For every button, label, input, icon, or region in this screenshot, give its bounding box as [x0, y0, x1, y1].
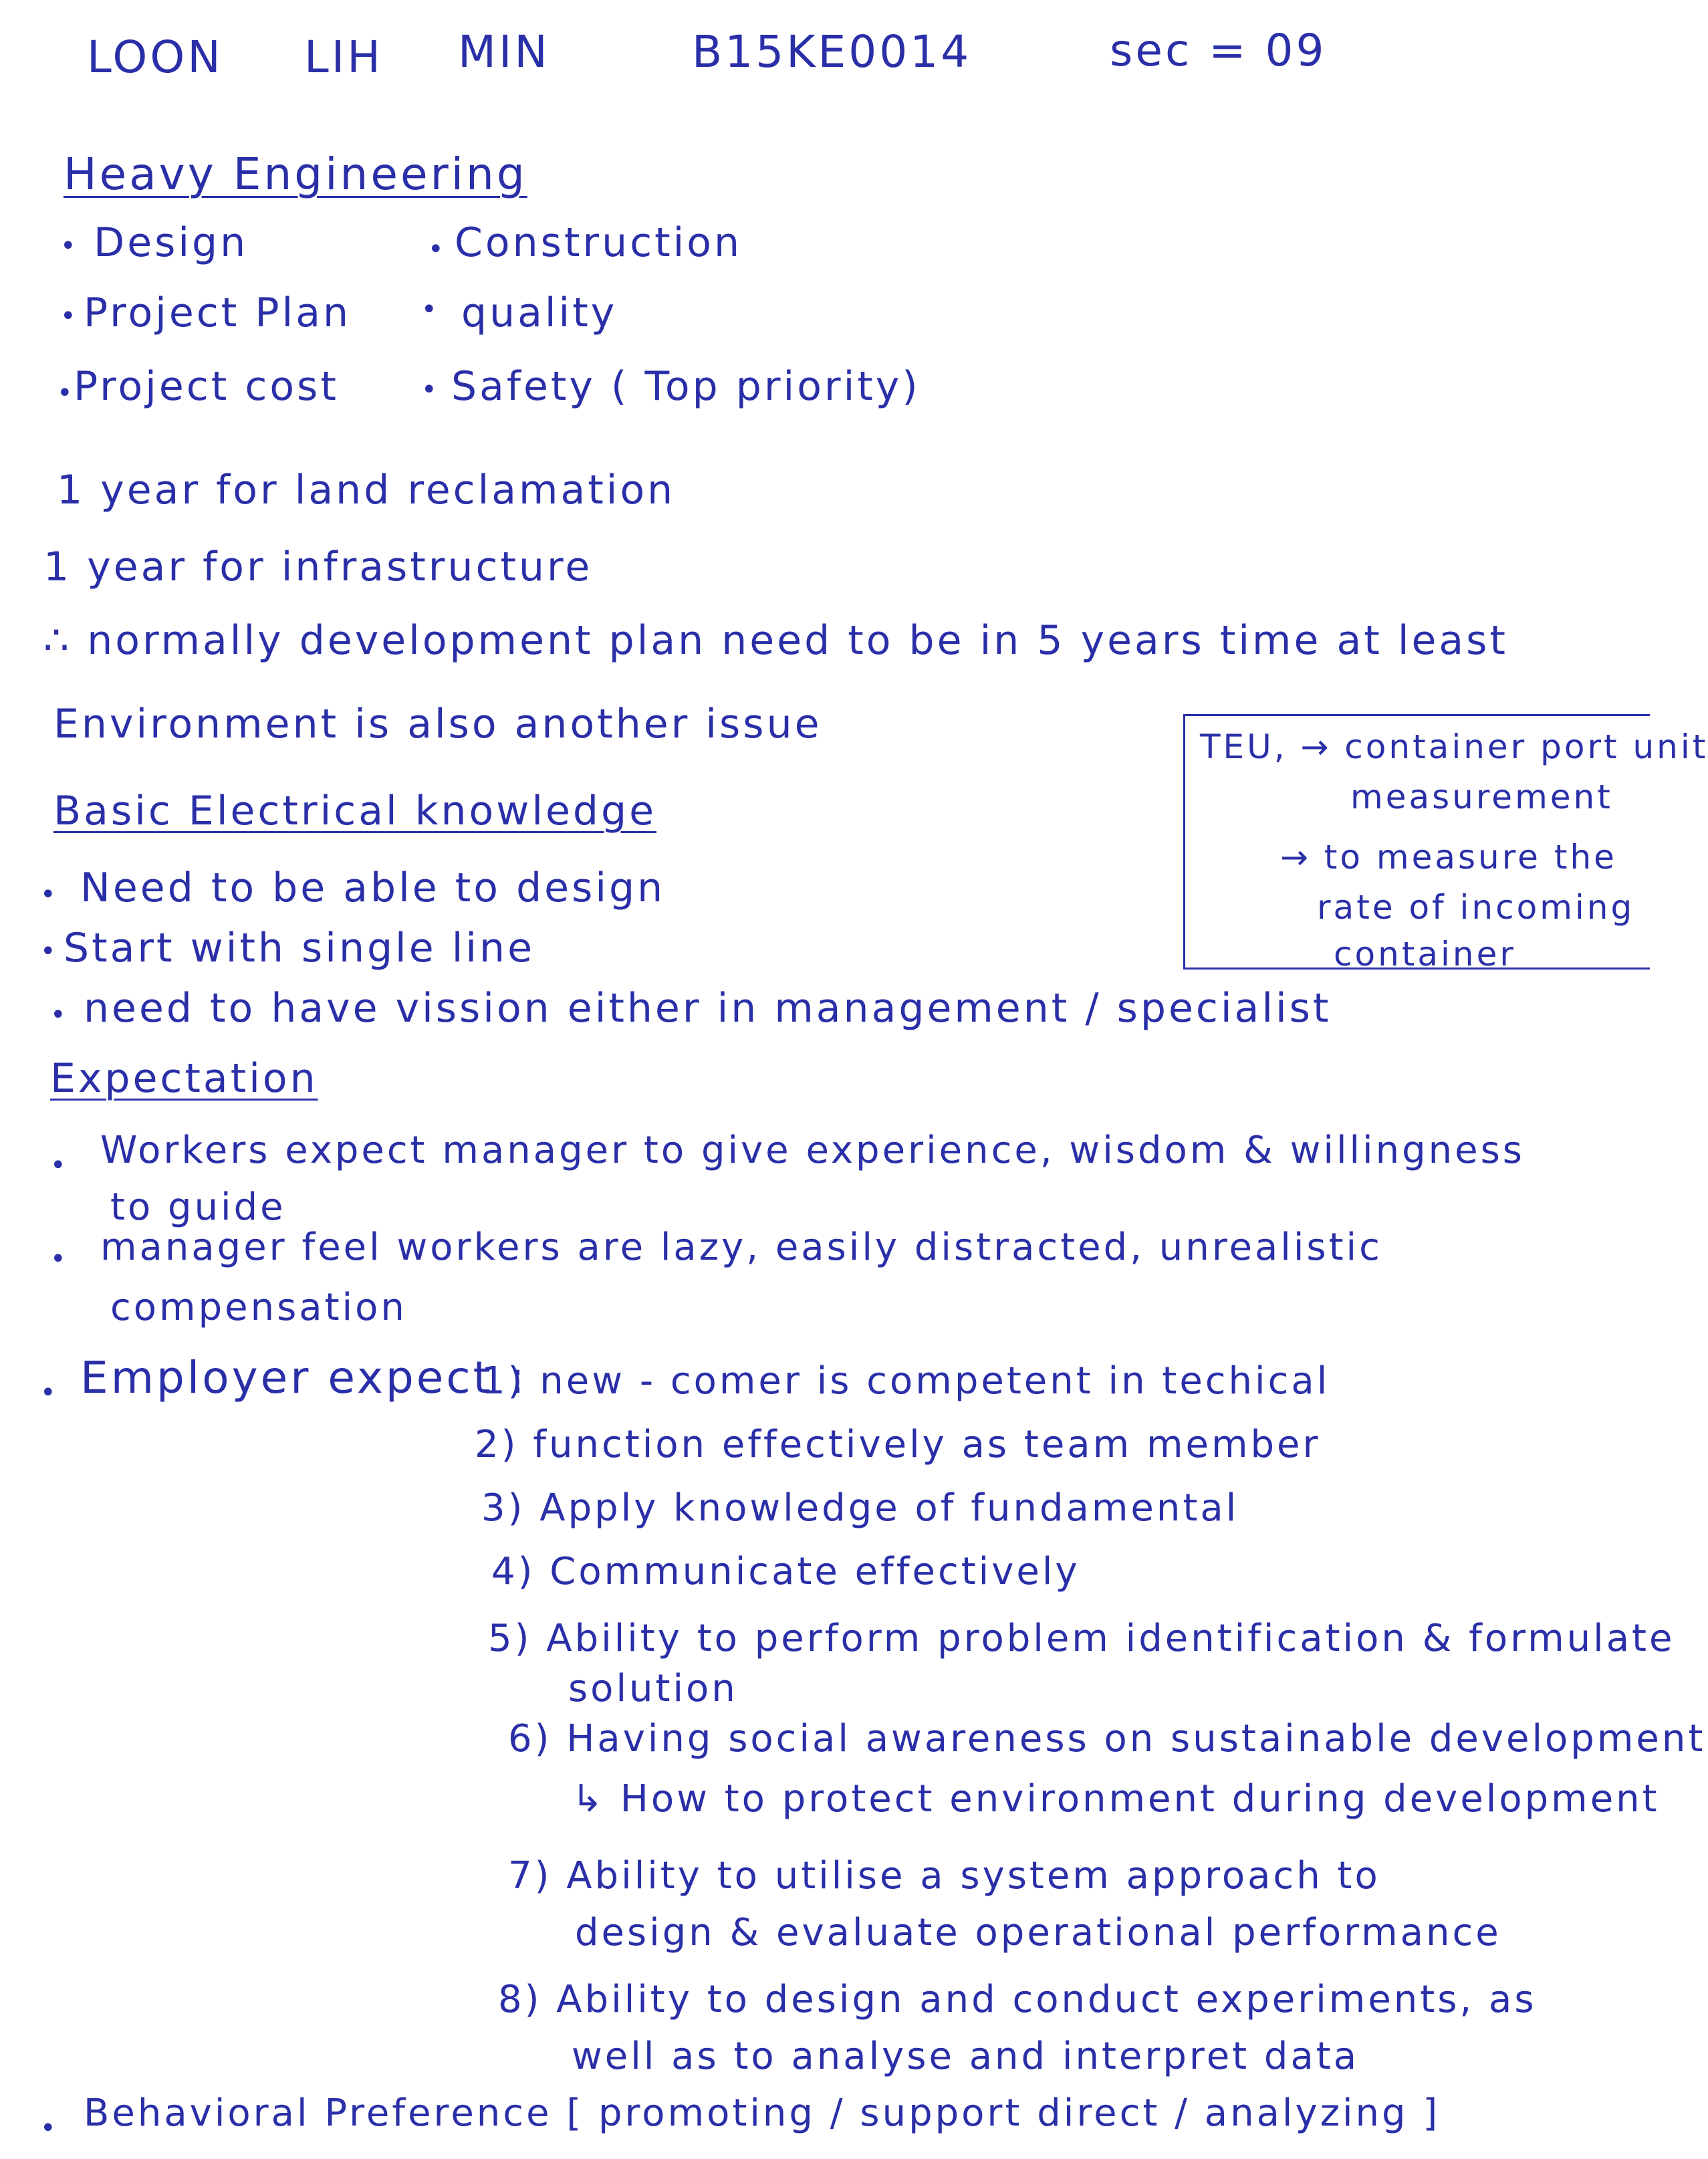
heavy-right-item-1: Construction	[455, 219, 743, 266]
heavy-left-item-1: Design	[94, 219, 249, 266]
teu-line-3: → to measure the	[1280, 838, 1617, 877]
expectation-item-1a: Workers expect manager to give experience, wisdom & willingness	[100, 1129, 1525, 1172]
bullet-icon: •	[40, 879, 56, 910]
timeline-line-3: ∴ normally development plan need to be in 5 years time at least	[43, 617, 1508, 664]
bullet-icon: •	[50, 1244, 66, 1274]
employer-item-3: 3) Apply knowledge of fundamental	[481, 1486, 1239, 1530]
bullet-icon: •	[40, 2113, 56, 2144]
bullet-icon: •	[40, 1377, 56, 1408]
heavy-engineering-title: Heavy Engineering	[64, 148, 527, 200]
bullet-icon: •	[57, 378, 73, 409]
employer-item-5-cont: solution	[568, 1667, 738, 1710]
header-section: sec = 09	[1110, 25, 1327, 76]
teu-line-5: container	[1334, 935, 1516, 974]
header-matric: B15KE0014	[692, 26, 972, 78]
bullet-icon: •	[421, 294, 437, 325]
bullet-icon: •	[60, 301, 76, 332]
expectation-item-2b: compensation	[110, 1286, 407, 1329]
teu-line-1: TEU, → container port unit	[1200, 727, 1708, 766]
heavy-left-item-2: Project Plan	[84, 290, 352, 336]
electrical-item-3: need to have vission either in management / specialist	[84, 985, 1332, 1032]
employer-item-8-cont: well as to analyse and interpret data	[572, 2035, 1360, 2078]
employer-expect-label: Employer expect :	[80, 1352, 527, 1403]
electrical-item-1: Need to be able to design	[80, 865, 666, 911]
expectation-item-1b: to guide	[110, 1185, 286, 1229]
bullet-icon: •	[40, 936, 56, 967]
timeline-line-1: 1 year for land reclamation	[57, 467, 676, 514]
teu-line-4: rate of incoming	[1317, 888, 1635, 927]
timeline-line-4: Environment is also another issue	[53, 701, 822, 748]
electrical-item-2: Start with single line	[64, 925, 535, 972]
timeline-line-2: 1 year for infrastructure	[43, 544, 593, 590]
header-surname: LOON	[87, 31, 223, 83]
employer-item-6: 6) Having social awareness on sustainable development	[508, 1717, 1706, 1760]
heavy-right-item-2: quality	[461, 290, 618, 336]
bullet-icon: •	[50, 1150, 66, 1181]
bullet-icon: •	[428, 234, 444, 265]
employer-item-8: 8) Ability to design and conduct experiments, as	[498, 1978, 1537, 2021]
heavy-right-item-3: Safety ( Top priority)	[451, 363, 921, 410]
employer-item-6-sub: ↳ How to protect environment during development	[572, 1777, 1660, 1821]
bullet-icon: •	[60, 231, 76, 261]
header-name-1: LIH	[304, 31, 383, 83]
employer-item-5: 5) Ability to perform problem identification & formulate	[488, 1617, 1675, 1660]
bullet-icon: •	[50, 1000, 66, 1030]
bullet-icon: •	[421, 374, 437, 405]
expectation-title: Expectation	[50, 1055, 318, 1102]
header-name-2: MIN	[458, 26, 550, 78]
electrical-title: Basic Electrical knowledge	[53, 788, 656, 834]
behavioral-preference: Behavioral Preference [ promoting / support direct / analyzing ]	[84, 2091, 1441, 2135]
employer-item-4: 4) Communicate effectively	[491, 1550, 1080, 1593]
employer-item-7-cont: design & evaluate operational performance	[575, 1911, 1501, 1954]
employer-item-2: 2) function effectively as team member	[475, 1423, 1321, 1466]
employer-item-7: 7) Ability to utilise a system approach to	[508, 1854, 1380, 1898]
expectation-item-2a: manager feel workers are lazy, easily distracted, unrealistic	[100, 1226, 1382, 1269]
teu-line-2: measurement	[1350, 778, 1613, 816]
heavy-left-item-3: Project cost	[74, 363, 339, 410]
employer-item-1: 1) new - comer is competent in techical	[481, 1359, 1330, 1403]
